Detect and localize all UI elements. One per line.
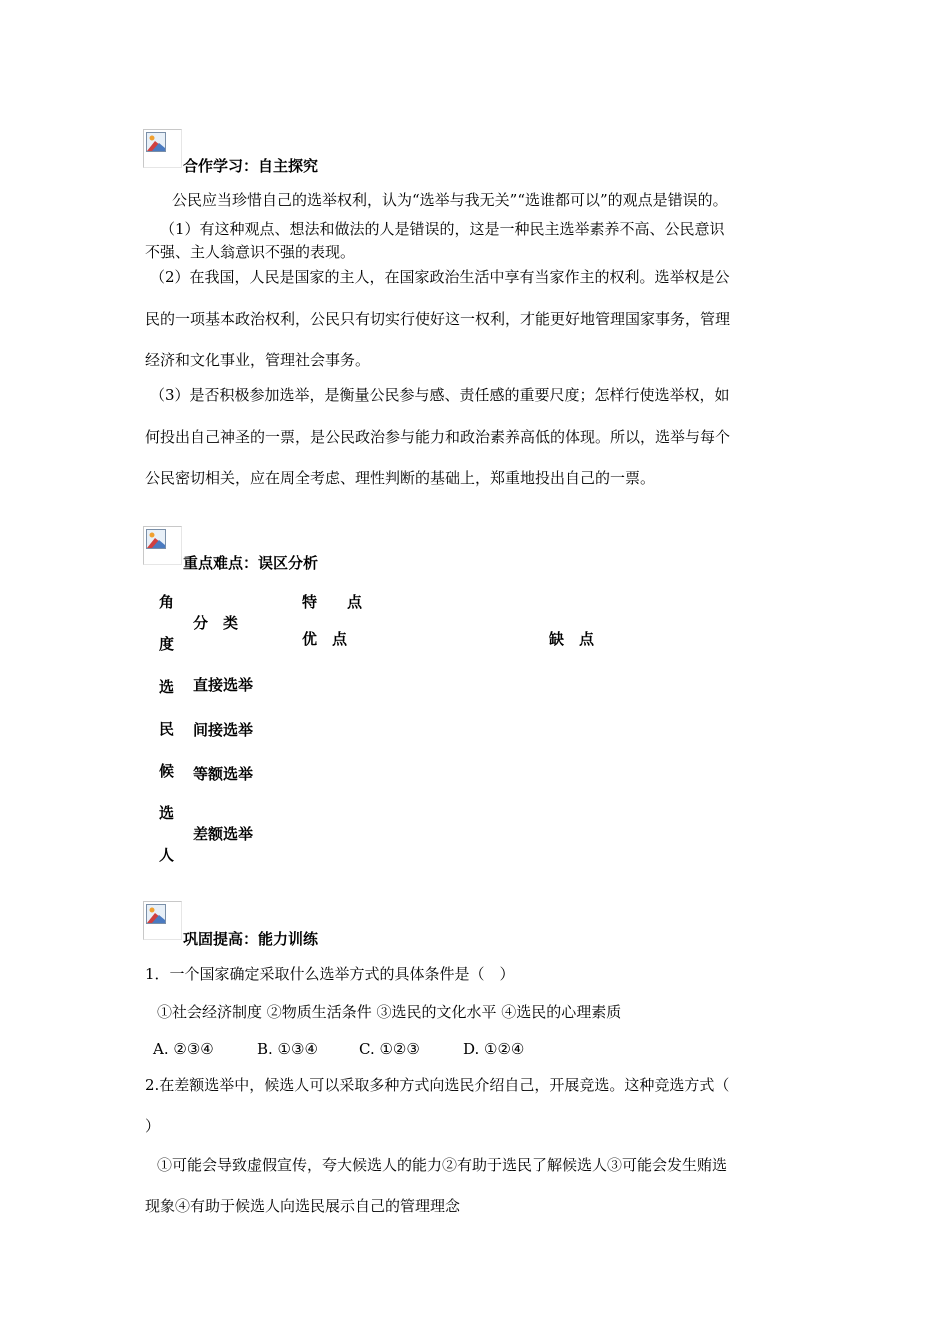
question-1-option-a: A. ②③④ xyxy=(153,1040,214,1058)
question-1-option-d: D. ①②④ xyxy=(463,1040,525,1058)
question-2-items-line-2: 现象④有助于候选人向选民展示自己的管理理念 xyxy=(145,1197,461,1215)
table-feature-header: 特 点 xyxy=(302,593,363,611)
table-category-header: 分 类 xyxy=(193,614,239,632)
question-1-option-c: C. ①②③ xyxy=(359,1040,420,1058)
table-group-char-voter: 民 xyxy=(159,720,175,738)
broken-image-icon xyxy=(143,901,182,940)
study-point-3-line-3: 公民密切相关，应在周全考虑、理性判断的基础上，郑重地投出自己的一票。 xyxy=(145,469,656,487)
question-1-option-b: B. ①③④ xyxy=(257,1040,318,1058)
question-1-items: ①社会经济制度 ②物质生活条件 ③选民的文化水平 ④选民的心理素质 xyxy=(157,1003,622,1021)
table-angle-char: 度 xyxy=(159,635,175,653)
table-group-char-candidate: 人 xyxy=(159,846,175,864)
broken-image-icon xyxy=(143,526,182,565)
study-intro: 公民应当珍惜自己的选举权利，认为“选举与我无关”“选谁都可以”的观点是错误的。 xyxy=(172,191,728,209)
section-heading-analysis: 重点难点：误区分析 xyxy=(183,554,319,572)
section-heading-study: 合作学习：自主探究 xyxy=(183,157,319,175)
study-point-3-line-1: （3）是否积极参加选举，是衡量公民参与感、责任感的重要尺度；怎样行使选举权，如 xyxy=(150,386,730,404)
table-group-char-candidate: 选 xyxy=(159,804,175,822)
table-group-char-candidate: 候 xyxy=(159,762,175,780)
section-heading-exercises: 巩固提高：能力训练 xyxy=(183,930,319,948)
question-2-line-2: ） xyxy=(145,1117,161,1135)
table-group-char-voter: 选 xyxy=(159,678,175,696)
study-point-2-line-2: 民的一项基本政治权利，公民只有切实行使好这一权利，才能更好地管理国家事务，管理 xyxy=(145,310,731,328)
table-row-label: 差额选举 xyxy=(193,825,254,843)
study-point-1-line-1: （1）有这种观点、想法和做法的人是错误的，这是一种民主选举素养不高、公民意识 xyxy=(160,220,725,238)
question-2-items-line-1: ①可能会导致虚假宣传，夸大候选人的能力②有助于选民了解候选人③可能会发生贿选 xyxy=(157,1156,728,1174)
table-row-label: 间接选举 xyxy=(193,721,254,739)
table-pros-header: 优 点 xyxy=(302,630,348,648)
study-point-2-line-3: 经济和文化事业，管理社会事务。 xyxy=(145,351,371,369)
study-point-3-line-2: 何投出自己神圣的一票，是公民政治参与能力和政治素养高低的体现。所以，选举与每个 xyxy=(145,428,731,446)
broken-image-icon xyxy=(143,129,182,168)
table-row-label: 直接选举 xyxy=(193,676,254,694)
table-angle-char: 角 xyxy=(159,593,175,611)
study-point-2-line-1: （2）在我国，人民是国家的主人，在国家政治生活中享有当家作主的权利。选举权是公 xyxy=(150,268,730,286)
question-2-line-1: 2.在差额选举中，候选人可以采取多种方式向选民介绍自己，开展竞选。这种竞选方式（ xyxy=(145,1076,730,1094)
table-row-label: 等额选举 xyxy=(193,765,254,783)
table-cons-header: 缺 点 xyxy=(549,630,595,648)
question-1: 1．一个国家确定采取什么选举方式的具体条件是（ ） xyxy=(145,965,515,983)
study-point-1-line-2: 不强、主人翁意识不强的表现。 xyxy=(145,243,356,261)
